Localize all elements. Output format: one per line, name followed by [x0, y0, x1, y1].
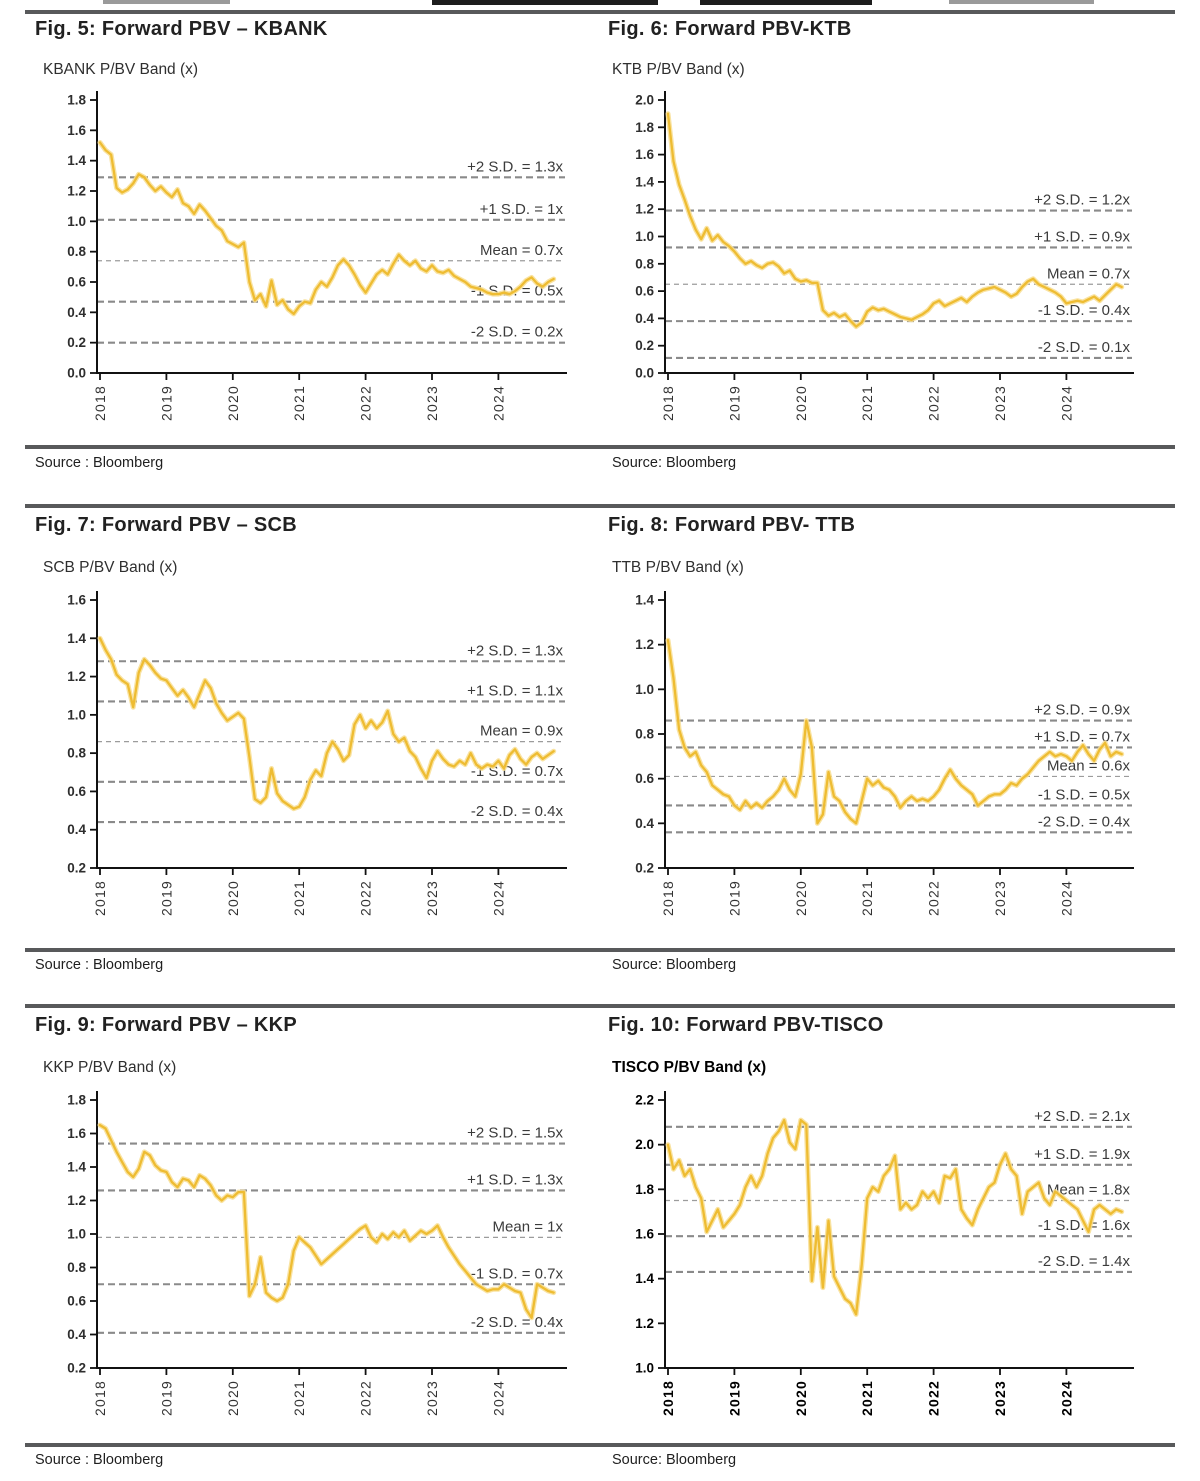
svg-text:2023: 2023: [424, 385, 440, 421]
chart-title-ktb: Fig. 6: Forward PBV-KTB: [608, 18, 852, 40]
svg-text:1.6: 1.6: [67, 1126, 86, 1141]
chart-title-kbank: Fig. 5: Forward PBV – KBANK: [35, 18, 328, 40]
svg-text:0.2: 0.2: [67, 335, 86, 351]
svg-text:0.6: 0.6: [67, 783, 86, 799]
svg-text:2018: 2018: [92, 880, 108, 916]
svg-text:1.0: 1.0: [67, 1226, 86, 1242]
svg-text:1.8: 1.8: [635, 119, 654, 135]
svg-text:Mean = 0.7x: Mean = 0.7x: [1047, 265, 1130, 283]
svg-text:1.0: 1.0: [635, 681, 654, 697]
svg-text:0.0: 0.0: [67, 365, 86, 381]
svg-text:2019: 2019: [726, 385, 743, 421]
source-note-scb: Source : Bloomberg: [35, 957, 164, 973]
svg-text:2020: 2020: [792, 880, 809, 916]
svg-text:+1 S.D. = 0.9x: +1 S.D. = 0.9x: [1034, 228, 1130, 246]
svg-text:1.0: 1.0: [635, 1360, 654, 1376]
svg-text:0.2: 0.2: [635, 338, 654, 354]
svg-text:2020: 2020: [224, 1380, 241, 1416]
svg-text:1.4: 1.4: [635, 592, 654, 608]
svg-text:2020: 2020: [792, 385, 809, 421]
scb-pbv-chart: [25, 578, 600, 950]
crop-artifact: [432, 0, 658, 5]
svg-text:1.6: 1.6: [635, 1226, 654, 1242]
ttb-pbv-chart: [600, 578, 1175, 950]
ktb-pbv-chart: [600, 78, 1175, 450]
svg-text:1.0: 1.0: [635, 229, 654, 244]
chart-title-tisco: Fig. 10: Forward PBV-TISCO: [608, 1014, 884, 1036]
svg-text:2024: 2024: [490, 385, 507, 421]
svg-text:2024: 2024: [1058, 880, 1075, 916]
svg-text:2023: 2023: [992, 880, 1008, 916]
svg-text:2018: 2018: [660, 385, 676, 421]
chart-title-ttb: Fig. 8: Forward PBV- TTB: [608, 514, 856, 536]
svg-text:2024: 2024: [490, 1380, 507, 1416]
svg-text:2.0: 2.0: [635, 92, 654, 108]
svg-text:0.8: 0.8: [635, 726, 654, 742]
svg-text:1.2: 1.2: [635, 201, 654, 217]
chart-subtitle-kkp: KKP P/BV Band (x): [43, 1059, 177, 1076]
svg-text:1.2: 1.2: [67, 669, 86, 685]
svg-text:+2 S.D. = 0.9x: +2 S.D. = 0.9x: [1034, 701, 1130, 719]
svg-text:2020: 2020: [792, 1380, 809, 1416]
svg-text:1.2: 1.2: [635, 1315, 654, 1331]
svg-text:+2 S.D. = 1.3x: +2 S.D. = 1.3x: [467, 642, 563, 660]
crop-artifact: [103, 0, 230, 4]
svg-text:+1 S.D. = 1.9x: +1 S.D. = 1.9x: [1034, 1145, 1130, 1163]
section-divider: [25, 10, 1175, 14]
svg-text:+2 S.D. = 1.2x: +2 S.D. = 1.2x: [1034, 191, 1130, 209]
svg-text:2022: 2022: [357, 1380, 374, 1416]
svg-text:0.2: 0.2: [67, 860, 86, 876]
svg-text:-1 S.D. = 0.4x: -1 S.D. = 0.4x: [1037, 302, 1130, 320]
svg-text:2021: 2021: [859, 385, 876, 421]
svg-text:0.4: 0.4: [67, 822, 86, 838]
chart-subtitle-kbank: KBANK P/BV Band (x): [43, 61, 199, 78]
source-note-ttb: Source: Bloomberg: [612, 957, 737, 973]
svg-text:2022: 2022: [925, 385, 942, 421]
svg-text:2018: 2018: [92, 1380, 108, 1416]
svg-text:0.8: 0.8: [67, 1260, 86, 1275]
svg-text:-2 S.D. = 0.4x: -2 S.D. = 0.4x: [470, 1313, 563, 1331]
svg-text:-1 S.D. = 0.5x: -1 S.D. = 0.5x: [1037, 786, 1130, 804]
svg-text:2020: 2020: [224, 385, 241, 421]
crop-artifact: [949, 0, 1094, 4]
svg-text:1.0: 1.0: [67, 213, 86, 229]
svg-text:1.8: 1.8: [635, 1181, 654, 1197]
svg-text:0.6: 0.6: [67, 1293, 86, 1309]
svg-text:2022: 2022: [357, 385, 374, 421]
svg-text:1.4: 1.4: [67, 153, 86, 169]
svg-text:0.6: 0.6: [67, 274, 86, 290]
svg-text:2021: 2021: [291, 385, 308, 421]
svg-text:2023: 2023: [992, 385, 1008, 421]
source-note-ktb: Source: Bloomberg: [612, 455, 737, 471]
svg-text:1.8: 1.8: [67, 1092, 86, 1108]
svg-text:-2 S.D. = 0.2x: -2 S.D. = 0.2x: [470, 323, 563, 341]
svg-text:1.2: 1.2: [635, 637, 654, 653]
section-divider: [25, 504, 1175, 508]
svg-text:2.0: 2.0: [635, 1137, 654, 1153]
svg-text:2023: 2023: [424, 1380, 440, 1416]
svg-text:2018: 2018: [660, 880, 676, 916]
svg-text:2019: 2019: [726, 880, 743, 916]
svg-text:2022: 2022: [357, 880, 374, 916]
svg-text:2019: 2019: [726, 1380, 743, 1416]
svg-text:2023: 2023: [424, 880, 440, 916]
source-note-kkp: Source : Bloomberg: [35, 1452, 164, 1468]
svg-text:2021: 2021: [859, 1380, 876, 1416]
svg-text:-1 S.D. = 0.7x: -1 S.D. = 0.7x: [470, 762, 563, 780]
svg-text:+1 S.D. = 1x: +1 S.D. = 1x: [479, 200, 563, 218]
svg-text:0.2: 0.2: [635, 860, 654, 876]
svg-text:2018: 2018: [660, 1380, 676, 1416]
svg-text:-2 S.D. = 0.4x: -2 S.D. = 0.4x: [470, 803, 563, 821]
svg-text:Mean = 0.7x: Mean = 0.7x: [480, 241, 563, 259]
chart-subtitle-scb: SCB P/BV Band (x): [43, 559, 178, 576]
svg-text:+2 S.D. = 2.1x: +2 S.D. = 2.1x: [1034, 1107, 1130, 1125]
svg-text:0.6: 0.6: [635, 771, 654, 787]
svg-text:1.0: 1.0: [67, 707, 86, 723]
svg-text:-1 S.D. = 0.7x: -1 S.D. = 0.7x: [470, 1265, 563, 1283]
svg-text:1.8: 1.8: [67, 92, 86, 108]
svg-text:-2 S.D. = 0.4x: -2 S.D. = 0.4x: [1037, 813, 1130, 831]
tisco-pbv-chart: [600, 1078, 1175, 1450]
svg-text:+2 S.D. = 1.3x: +2 S.D. = 1.3x: [467, 158, 563, 176]
svg-text:0.8: 0.8: [635, 256, 654, 272]
svg-text:+2 S.D. = 1.5x: +2 S.D. = 1.5x: [467, 1124, 563, 1142]
svg-text:2021: 2021: [291, 1380, 308, 1416]
svg-text:-2 S.D. = 1.4x: -2 S.D. = 1.4x: [1037, 1252, 1130, 1270]
svg-text:0.0: 0.0: [635, 365, 654, 381]
svg-text:1.4: 1.4: [635, 1271, 654, 1287]
svg-text:Mean = 0.6x: Mean = 0.6x: [1047, 757, 1130, 775]
section-divider: [25, 1004, 1175, 1008]
svg-text:1.6: 1.6: [635, 147, 654, 163]
svg-text:2022: 2022: [925, 880, 942, 916]
svg-text:2021: 2021: [291, 880, 308, 916]
svg-text:0.8: 0.8: [67, 244, 86, 260]
svg-text:-2 S.D. = 0.1x: -2 S.D. = 0.1x: [1037, 338, 1130, 356]
svg-text:0.2: 0.2: [67, 1360, 86, 1376]
source-note-kbank: Source : Bloomberg: [35, 455, 164, 471]
svg-text:2024: 2024: [1058, 1380, 1075, 1416]
svg-text:-1 S.D. = 1.6x: -1 S.D. = 1.6x: [1037, 1217, 1130, 1235]
svg-text:2019: 2019: [158, 1380, 175, 1416]
svg-text:2019: 2019: [158, 880, 175, 916]
svg-text:+1 S.D. = 1.3x: +1 S.D. = 1.3x: [467, 1171, 563, 1189]
kkp-pbv-chart: [25, 1078, 600, 1450]
crop-artifact: [700, 0, 872, 5]
svg-text:1.2: 1.2: [67, 183, 86, 199]
svg-text:+1 S.D. = 1.1x: +1 S.D. = 1.1x: [467, 682, 563, 700]
svg-text:1.6: 1.6: [67, 122, 86, 138]
svg-text:2024: 2024: [490, 880, 507, 916]
svg-text:0.4: 0.4: [635, 815, 654, 831]
svg-text:1.4: 1.4: [67, 1159, 86, 1175]
svg-text:0.4: 0.4: [67, 304, 86, 320]
chart-subtitle-ktb: KTB P/BV Band (x): [612, 61, 745, 78]
svg-text:Mean = 0.9x: Mean = 0.9x: [480, 722, 563, 740]
svg-text:1.6: 1.6: [67, 592, 86, 608]
kbank-pbv-chart: [25, 78, 600, 450]
svg-text:1.4: 1.4: [635, 174, 654, 190]
svg-text:2021: 2021: [859, 880, 876, 916]
svg-text:2023: 2023: [992, 1380, 1008, 1416]
svg-text:2.2: 2.2: [635, 1092, 654, 1108]
chart-subtitle-tisco: TISCO P/BV Band (x): [612, 1059, 767, 1076]
source-note-tisco: Source: Bloomberg: [612, 1452, 737, 1468]
svg-text:+1 S.D. = 0.7x: +1 S.D. = 0.7x: [1034, 728, 1130, 746]
svg-text:2024: 2024: [1058, 385, 1075, 421]
svg-text:1.4: 1.4: [67, 630, 86, 646]
chart-title-scb: Fig. 7: Forward PBV – SCB: [35, 514, 297, 536]
svg-text:-1 S.D. = 0.5x: -1 S.D. = 0.5x: [470, 282, 563, 300]
chart-subtitle-ttb: TTB P/BV Band (x): [612, 559, 744, 576]
svg-text:0.4: 0.4: [635, 310, 654, 326]
svg-text:0.8: 0.8: [67, 745, 86, 761]
svg-text:1.2: 1.2: [67, 1193, 86, 1208]
svg-text:0.4: 0.4: [67, 1327, 86, 1342]
svg-text:2022: 2022: [925, 1380, 942, 1416]
svg-text:2018: 2018: [92, 385, 108, 421]
svg-text:2020: 2020: [224, 880, 241, 916]
svg-text:Mean = 1x: Mean = 1x: [492, 1218, 563, 1236]
svg-text:Mean = 1.8x: Mean = 1.8x: [1047, 1181, 1130, 1199]
chart-title-kkp: Fig. 9: Forward PBV – KKP: [35, 1014, 297, 1036]
svg-text:0.6: 0.6: [635, 283, 654, 299]
svg-text:2019: 2019: [158, 385, 175, 421]
